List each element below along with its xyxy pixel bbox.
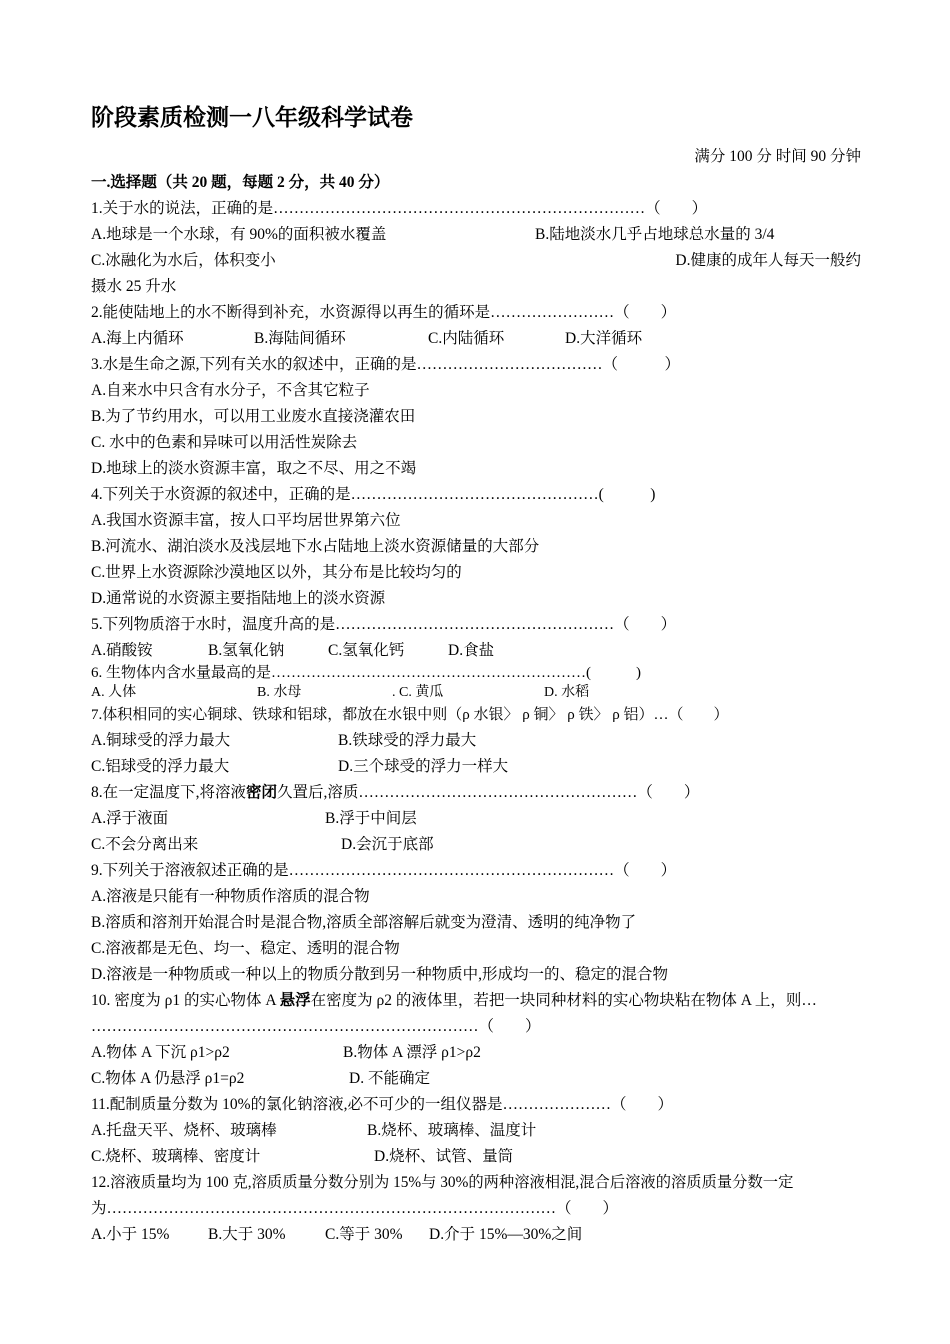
q1-option-d-cont: 摄水 25 升水 [91,278,177,295]
q10-options-ab [91,1040,861,1066]
q7-options-ab [91,728,861,754]
q1-option-b: B.陆地淡水几乎占地球总水量的 3/4 [535,226,775,243]
q7-option-a: A.铜球受的浮力最大 [91,732,231,749]
q8-stem [91,780,861,806]
q3-option-b: B.为了节约用水，可以用工业废水直接浇灌农田 [91,408,416,425]
q4-stem: 4.下列关于水资源的叙述中，正确的是…………………………………………( ) [91,486,656,503]
score-time-info: 满分 100 分 时间 90 分钟 [694,148,861,165]
q11-stem: 11.配制质量分数为 10%的氯化钠溶液,必不可少的一组仪器是…………………（ ） [91,1096,673,1113]
q8-stem-rest: 久置后,溶质………………………………………………（ ） [277,784,700,801]
q6-options [91,683,861,702]
q12-option-d: D.介于 15%—30%之间 [429,1226,583,1243]
q7-option-c: C.铝球受的浮力最大 [91,758,230,775]
q11-option-b: B.烧杯、玻璃棒、温度计 [367,1122,537,1139]
q8-option-a: A.浮于液面 [91,810,169,827]
q8-option-d: D.会沉于底部 [341,836,434,853]
q1-option-a: A.地球是一个水球，有 90%的面积被水覆盖 [91,226,387,243]
q5-options [91,638,861,664]
q11-options-cd [91,1144,861,1170]
q8-stem-emphasis: 密闭 [246,784,278,801]
q6-option-b: B. 水母 [257,685,302,700]
q12-option-a: A.小于 15% [91,1226,170,1243]
q9-option-d: D.溶液是一种物质或一种以上的物质分散到另一种物质中,形成均一的、稳定的混合物 [91,966,668,983]
q7-option-d: D.三个球受的浮力一样大 [338,758,509,775]
q9-option-b: B.溶质和溶剂开始混合时是混合物,溶质全部溶解后就变为澄清、透明的纯净物了 [91,914,637,931]
q2-option-b: B.海陆间循环 [254,330,346,347]
q10-option-b: B.物体 A 漂浮 ρ1>ρ2 [343,1044,481,1061]
q2-option-a: A.海上内循环 [91,330,184,347]
q2-options [91,326,861,352]
q3-stem: 3.水是生命之源,下列有关水的叙述中，正确的是………………………………（ ） [91,356,681,373]
section-heading: 一.选择题（共 20 题，每题 2 分，共 40 分） [91,174,390,191]
q6-option-c: . C. 黄瓜 [392,685,444,700]
q4-option-b: B.河流水、湖泊淡水及浅层地下水占陆地上淡水资源储量的大部分 [91,538,540,555]
q12-option-b: B.大于 30% [208,1226,286,1243]
q8-option-c: C.不会分离出来 [91,836,199,853]
q8-options-ab [91,806,861,832]
q2-option-c: C.内陆循环 [428,330,505,347]
q10-stem-emphasis: 悬浮 [279,992,311,1009]
q10-option-a: A.物体 A 下沉 ρ1>ρ2 [91,1044,230,1061]
q4-option-a: A.我国水资源丰富，按人口平均居世界第六位 [91,512,401,529]
q10-stem [91,988,861,1014]
q2-stem: 2.能使陆地上的水不断得到补充，水资源得以再生的循环是……………………（ ） [91,304,677,321]
q10-stem-text: 10. 密度为 ρ1 的实心物体 A [91,992,280,1009]
q3-option-d: D.地球上的淡水资源丰富，取之不尽、用之不竭 [91,460,417,477]
q9-option-c: C.溶液都是无色、均一、稳定、透明的混合物 [91,940,400,957]
q2-option-d: D.大洋循环 [565,330,643,347]
q12-stem-cont: 为……………………………………………………………………………（ ） [91,1200,619,1217]
q6-option-d: D. 水稻 [544,685,590,700]
q5-stem: 5.下列物质溶于水时，温度升高的是………………………………………………（ ） [91,616,677,633]
q11-option-d: D.烧杯、试管、量筒 [374,1148,514,1165]
exam-page [91,96,861,1248]
q1-option-d: D.健康的成年人每天一般约 [675,252,861,269]
q5-option-a: A.硝酸铵 [91,642,153,659]
q12-stem: 12.溶液质量均为 100 克,溶质质量分数分别为 15%与 30%的两种溶液相混,混合后溶液的溶质质量分数一定 [91,1174,794,1191]
q6-stem: 6. 生物体内含水量最高的是………………………………………………………( ) [91,665,641,681]
q10-stem-cont: …………………………………………………………………（ ） [91,1018,541,1035]
q6-option-a: A. 人体 [91,685,137,700]
q1-stem: 1.关于水的说法，正确的是………………………………………………………………（ ） [91,200,708,217]
q11-option-a: A.托盘天平、烧杯、玻璃棒 [91,1122,277,1139]
q1-options-ab [91,222,861,248]
q1-options-cd [91,248,861,274]
q7-option-b: B.铁球受的浮力最大 [338,732,477,749]
q11-options-ab [91,1118,861,1144]
q12-option-c: C.等于 30% [325,1226,403,1243]
q10-option-c: C.物体 A 仍悬浮 ρ1=ρ2 [91,1070,245,1087]
q11-option-c: C.烧杯、玻璃棒、密度计 [91,1148,261,1165]
q8-stem-text: 8.在一定温度下,将溶液 [91,784,247,801]
q1-option-c: C.冰融化为水后，体积变小 [91,252,276,269]
page-title: 阶段素质检测一八年级科学试卷 [91,105,413,131]
q10-option-d: D. 不能确定 [349,1070,430,1087]
q7-options-cd [91,754,861,780]
q12-options [91,1222,861,1248]
q5-option-d: D.食盐 [448,642,495,659]
q8-options-cd [91,832,861,858]
q4-option-c: C.世界上水资源除沙漠地区以外，其分布是比较均匀的 [91,564,462,581]
q3-option-a: A.自来水中只含有水分子，不含其它粒子 [91,382,370,399]
q4-option-d: D.通常说的水资源主要指陆地上的淡水资源 [91,590,386,607]
q5-option-b: B.氢氧化钠 [208,642,285,659]
q9-option-a: A.溶液是只能有一种物质作溶质的混合物 [91,888,370,905]
q10-options-cd [91,1066,861,1092]
q7-stem: 7.体积相同的实心铜球、铁球和铝球，都放在水银中则（ρ 水银〉 ρ 铜〉 ρ 铁〉 ρ 铝）…（ ） [91,707,729,723]
q5-option-c: C.氢氧化钙 [328,642,405,659]
q10-stem-rest: 在密度为 ρ2 的液体里，若把一块同种材料的实心物块粘在物体 A 上，则… [310,992,817,1009]
q3-option-c: C. 水中的色素和异味可以用活性炭除去 [91,434,358,451]
q9-stem: 9.下列关于溶液叙述正确的是………………………………………………………（ ） [91,862,677,879]
q8-option-b: B.浮于中间层 [325,810,417,827]
